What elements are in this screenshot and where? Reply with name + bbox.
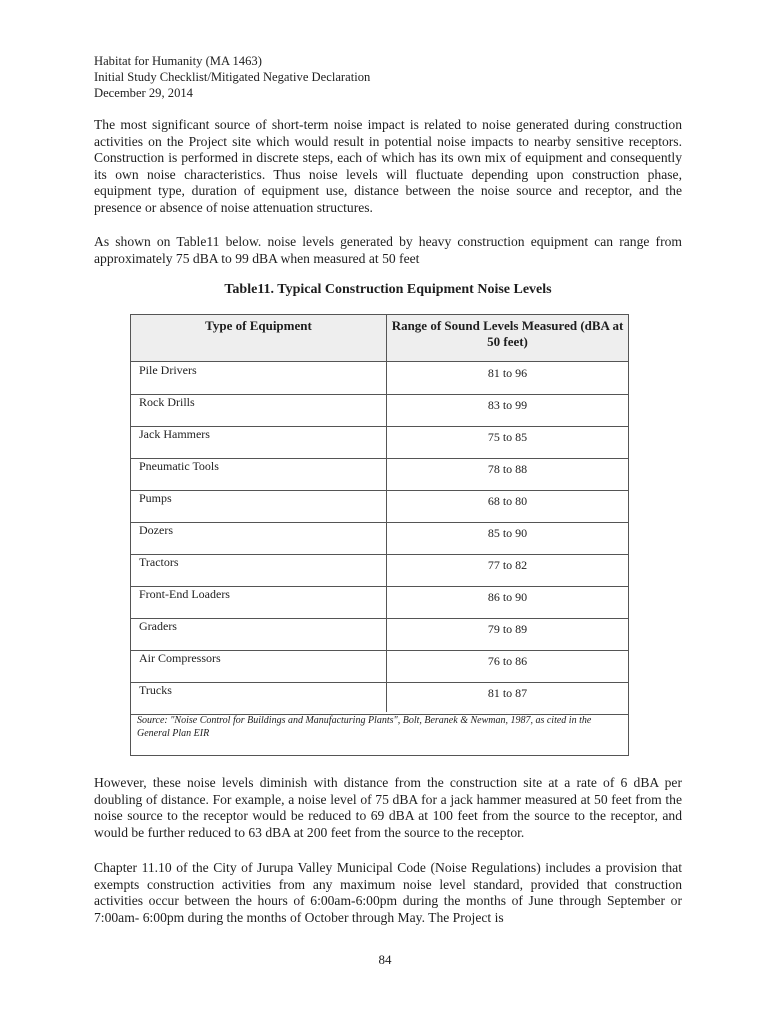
- table-row: [131, 618, 628, 651]
- paragraph-noise-attenuation: However, these noise levels diminish with distance from the construction site at a rate of 6 dBA per doubling of distance. For example, a noise level of 75 dBA for a jack hammer measured at 50 feet from the noise source to the receptor would be reduced to 69 dBA at 100 feet from the source to the receptor, and would be further reduced to 63 dBA at 200 feet from the source to the receptor.: [94, 775, 682, 840]
- range-cell: 81 to 87: [487, 686, 528, 700]
- range-cell: 81 to 96: [487, 366, 528, 380]
- table-title: Table11. Typical Construction Equipment Noise Levels: [224, 282, 552, 297]
- table-source-note: Source: "Noise Control for Buildings and Manufacturing Plants", Bolt, Beranek & Newman, 1987, as cited in the General Plan EIR: [137, 715, 592, 739]
- equipment-cell: Air Compressors: [139, 651, 221, 665]
- equipment-cell: Jack Hammers: [139, 427, 210, 441]
- range-cell: 75 to 85: [487, 430, 528, 444]
- table-row: [131, 682, 628, 715]
- paragraph-municipal-code: Chapter 11.10 of the City of Jurupa Valley Municipal Code (Noise Regulations) includes a provision that exempts construction activities from any maximum noise level standard, provided that construction activities occur between the hours of 6:00am-6:00pm during the months of June through September or 7:00am- 6:00pm during the months of October through May. The Project is: [94, 860, 682, 925]
- table-row: [131, 490, 628, 523]
- range-cell: 83 to 99: [487, 398, 528, 412]
- document-header: [94, 53, 370, 101]
- range-cell: 76 to 86: [487, 654, 528, 668]
- equipment-cell: Pneumatic Tools: [139, 459, 219, 473]
- range-cell: 79 to 89: [487, 622, 528, 636]
- equipment-cell: Tractors: [139, 555, 179, 569]
- paragraph-noise-range: As shown on Table11 below. noise levels generated by heavy construction equipment can range from approximately 75 dBA to 99 dBA when measured at 50 feet: [94, 234, 682, 266]
- table-row: [131, 586, 628, 619]
- range-cell: 86 to 90: [487, 590, 528, 604]
- equipment-cell: Pumps: [139, 491, 172, 505]
- equipment-cell: Graders: [139, 619, 177, 633]
- table-header-row: [131, 315, 628, 362]
- equipment-cell: Pile Drivers: [139, 363, 197, 377]
- range-cell: 85 to 90: [487, 526, 528, 540]
- table-row: [131, 554, 628, 587]
- header-document-title: Initial Study Checklist/Mitigated Negative Declaration: [94, 70, 371, 84]
- equipment-cell: Front-End Loaders: [139, 587, 230, 601]
- paragraph-construction-noise: The most significant source of short-term noise impact is related to noise generated during construction activities on the Project site which would result in potential noise impacts to nearby sensitive receptors. Construction is performed in discrete steps, each of which has its own mix of equipment and consequently its own noise characteristics. Thus noise levels will fluctuate depending upon construction phase, equipment type, duration of equipment use, distance between the noise source and receptor, and the presence or absence of noise attenuation structures.: [94, 117, 682, 215]
- column-header-equipment: Type of Equipment: [205, 318, 312, 333]
- range-cell: 68 to 80: [487, 494, 528, 508]
- equipment-cell: Dozers: [139, 523, 173, 537]
- header-organization: Habitat for Humanity (MA 1463): [94, 54, 262, 68]
- column-header-sound-levels: Range of Sound Levels Measured (dBA at 50 feet): [391, 318, 624, 349]
- range-cell: 78 to 88: [487, 462, 528, 476]
- table-row: [131, 458, 628, 491]
- equipment-cell: Trucks: [139, 683, 172, 697]
- table-row: [131, 650, 628, 683]
- table-row: [131, 522, 628, 555]
- header-date: December 29, 2014: [94, 86, 193, 100]
- table-row: [131, 394, 628, 427]
- table-row: [131, 362, 628, 395]
- equipment-cell: Rock Drills: [139, 395, 195, 409]
- page-number: 84: [378, 952, 392, 967]
- noise-levels-table: [130, 314, 629, 756]
- range-cell: 77 to 82: [487, 558, 528, 572]
- table-row: [131, 426, 628, 459]
